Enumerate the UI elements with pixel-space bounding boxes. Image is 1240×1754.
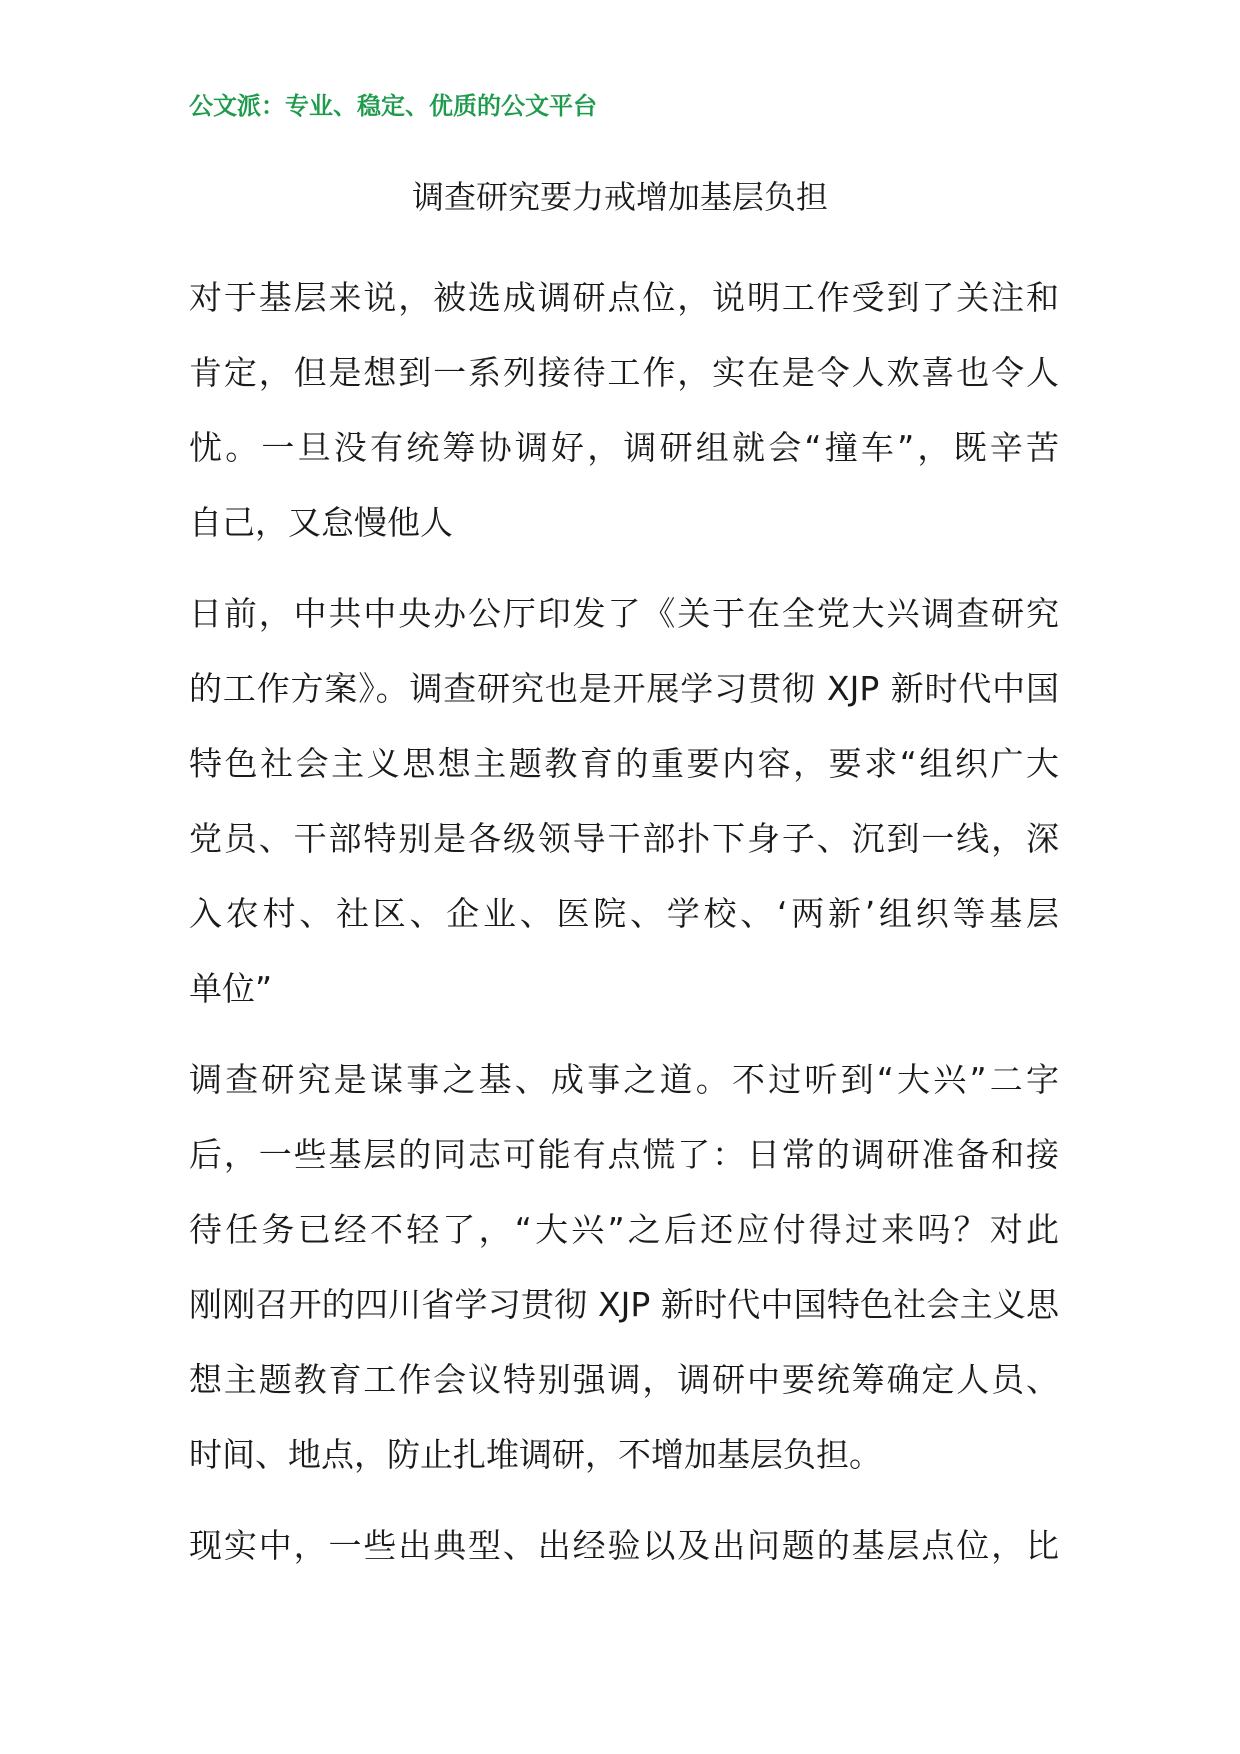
text-line: 调查研究是谋事之基、成事之道。不过听到“大兴”二字 bbox=[189, 1060, 1059, 1099]
text-line: 后，一些基层的同志可能有点慌了：日常的调研准备和接 bbox=[189, 1135, 1059, 1174]
text-line: 时间、地点，防止扎堆调研，不增加基层负担。 bbox=[189, 1435, 882, 1474]
text-line: 现实中，一些出典型、出经验以及出问题的基层点位，比 bbox=[189, 1526, 1059, 1565]
paragraph-1 bbox=[189, 260, 1059, 560]
text-line: 入农村、社区、企业、医院、学校、‘两新’组织等基层 bbox=[189, 894, 1059, 933]
text-line: 待任务已经不轻了，“大兴”之后还应付得过来吗？对此 bbox=[189, 1210, 1059, 1249]
document-title: 调查研究要力戒增加基层负担 bbox=[411, 178, 828, 216]
paragraph-4 bbox=[189, 1508, 1059, 1583]
header-brand: 公文派：专业、稳定、优质的公文平台 bbox=[189, 92, 597, 120]
document-body bbox=[189, 260, 1059, 1599]
text-line: 忧。一旦没有统筹协调好，调研组就会“撞车”，既辛苦 bbox=[189, 428, 1059, 467]
text-line: 日前，中共中央办公厅印发了《关于在全党大兴调查研究 bbox=[189, 594, 1059, 633]
text-line: 单位” bbox=[189, 969, 273, 1008]
paragraph-3 bbox=[189, 1042, 1059, 1492]
text-line: 自己，又怠慢他人 bbox=[189, 503, 453, 542]
paragraph-2 bbox=[189, 576, 1059, 1026]
text-line: 对于基层来说，被选成调研点位，说明工作受到了关注和 bbox=[189, 278, 1059, 317]
text-line: 肯定，但是想到一系列接待工作，实在是令人欢喜也令人 bbox=[189, 353, 1059, 392]
text-line: 特色社会主义思想主题教育的重要内容，要求“组织广大 bbox=[189, 744, 1059, 783]
text-line: 的工作方案》。调查研究也是开展学习贯彻 XJP 新时代中国 bbox=[189, 669, 1059, 708]
text-line: 党员、干部特别是各级领导干部扑下身子、沉到一线，深 bbox=[189, 819, 1059, 858]
text-line: 刚刚召开的四川省学习贯彻 XJP 新时代中国特色社会主义思 bbox=[189, 1285, 1059, 1324]
text-line: 想主题教育工作会议特别强调，调研中要统筹确定人员、 bbox=[189, 1360, 1059, 1399]
